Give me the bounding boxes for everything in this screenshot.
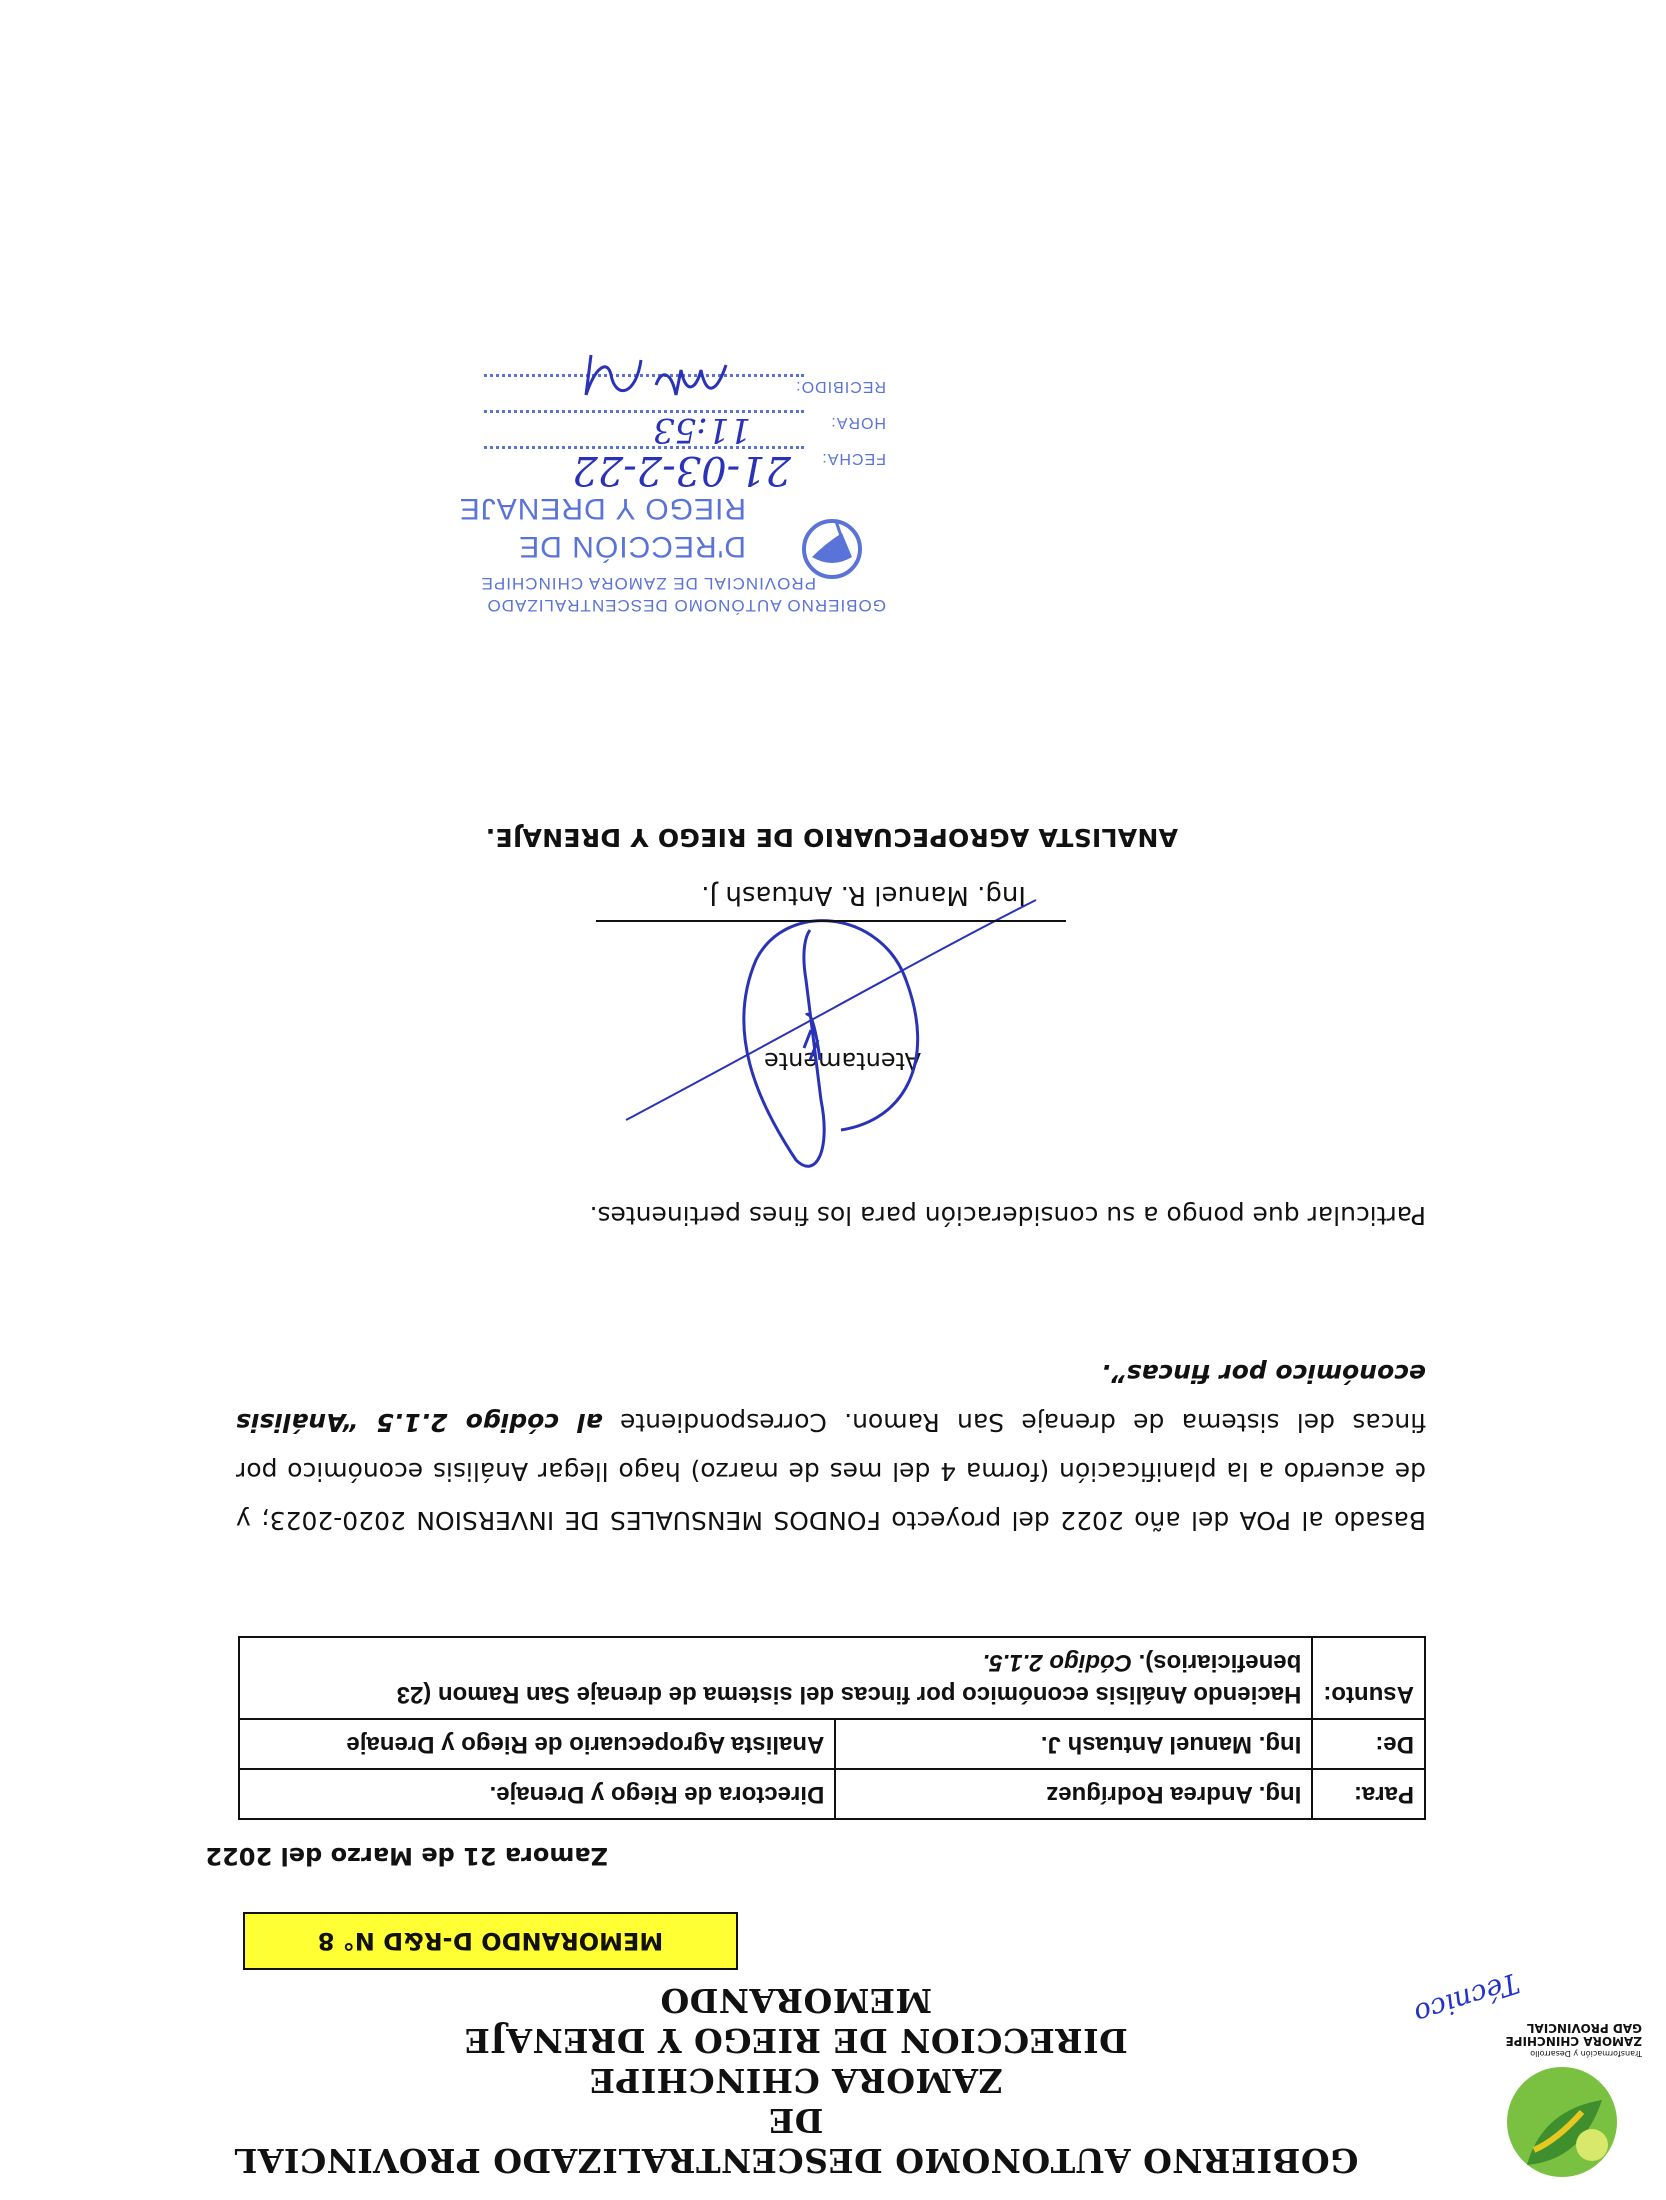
table-row-para [239, 1769, 1425, 1819]
stamp-line-2: PROVINCIAL DE ZAMORA CHINCHIPE [480, 574, 816, 593]
logo-title: GAD PROVINCIAL [1526, 2021, 1642, 2035]
stamp-initials [556, 345, 736, 415]
de-name: Ing. Manuel Antuash J. [835, 1719, 1312, 1769]
heading-line-3: DIRECCION DE RIEGO Y DRENAJE [464, 2021, 1128, 2060]
para-name: Ing. Andrea Rodríguez [835, 1769, 1312, 1819]
heading-line-4: MEMORANDO [660, 1981, 933, 2020]
salutation: Atentamente [763, 1047, 921, 1075]
table-row-de [239, 1719, 1425, 1769]
stamp-recibido-label: RECIBIDO: [795, 378, 886, 395]
stamp-line-3: D'RECCIÓN DE [518, 530, 746, 563]
memo-header-table [238, 1636, 1426, 1820]
stamp-line-1: GOBIERNO AUTÓNOMO DESCENTRALIZADO [486, 596, 886, 615]
logo-name: ZAMORA CHINCHIPE [1505, 2034, 1642, 2048]
table-row-asunto [239, 1637, 1425, 1719]
de-role: Analista Agropecuario de Riego y Drenaje [239, 1719, 835, 1769]
logo-tagline: Transformación y Desarrollo [1530, 2049, 1642, 2058]
leaf-logo-icon [1492, 2060, 1642, 2200]
stamp-fecha-value: 21-03-2-22 [572, 447, 791, 493]
stamp-hora-value: 11:53 [653, 410, 751, 450]
memo-number-box [243, 1912, 738, 1970]
para-role: Directora de Riego y Drenaje. [239, 1769, 835, 1819]
asunto-code: Código 2.1.5. [982, 1649, 1132, 1676]
heading-line-2: ZAMORA CHINCHIPE [589, 2061, 1003, 2100]
closing-line: Particular que pongo a su consideración para los fines pertinentes. [589, 1201, 1426, 1230]
para-label: Para: [1312, 1769, 1425, 1819]
asunto-label: Asunto: [1312, 1637, 1425, 1719]
received-stamp [436, 315, 886, 615]
signer-role: ANALISTA AGROPECUARIO DE RIEGO Y DRENAJE. [485, 823, 1178, 852]
handwritten-note: Técnico [1410, 1966, 1524, 2031]
memo-number: MEMORANDO D-R&D N° 8 [317, 1927, 664, 1955]
handwritten-signature [616, 890, 1056, 1180]
memo-date: Zamora 21 de Marzo del 2022 [205, 1842, 608, 1870]
asunto-cell [239, 1637, 1312, 1719]
signature-line [596, 920, 1066, 922]
signer-name: Ing. Manuel R. Antuash J. [701, 880, 1026, 910]
asunto-text: Haciendo Análisis económico por fincas del sistema de drenaje San Ramon (23 beneficiarios). [396, 1649, 1302, 1708]
document-heading [226, 1980, 1366, 2180]
body-paragraph [236, 1349, 1426, 1545]
heading-line-1: GOBIERNO AUTONOMO DESCENTRALIZADO PROVINCIAL DE [233, 2101, 1359, 2180]
globe-icon [798, 515, 866, 583]
de-label: De: [1312, 1719, 1425, 1769]
gad-logo [1492, 2020, 1642, 2200]
stamp-hora-label: HORA: [830, 414, 886, 431]
stamp-line-4: RIEGO Y DRENAJE [458, 492, 746, 525]
stamp-fecha-label: FECHA: [821, 450, 886, 467]
body-text: Basado al POA del año 2022 del proyecto FONDOS MENSUALES DE INVERSION 2020-2023; y de acuerdo a la planificación (forma 4 del mes de marzo) hago llegar Análisis económico por fincas del sistema de drenaje San Ramon. Correspondiente [236, 1408, 1426, 1535]
body-emphasis: al código 2.1.5 “Análisis económico por fincas”. [236, 1359, 1426, 1437]
